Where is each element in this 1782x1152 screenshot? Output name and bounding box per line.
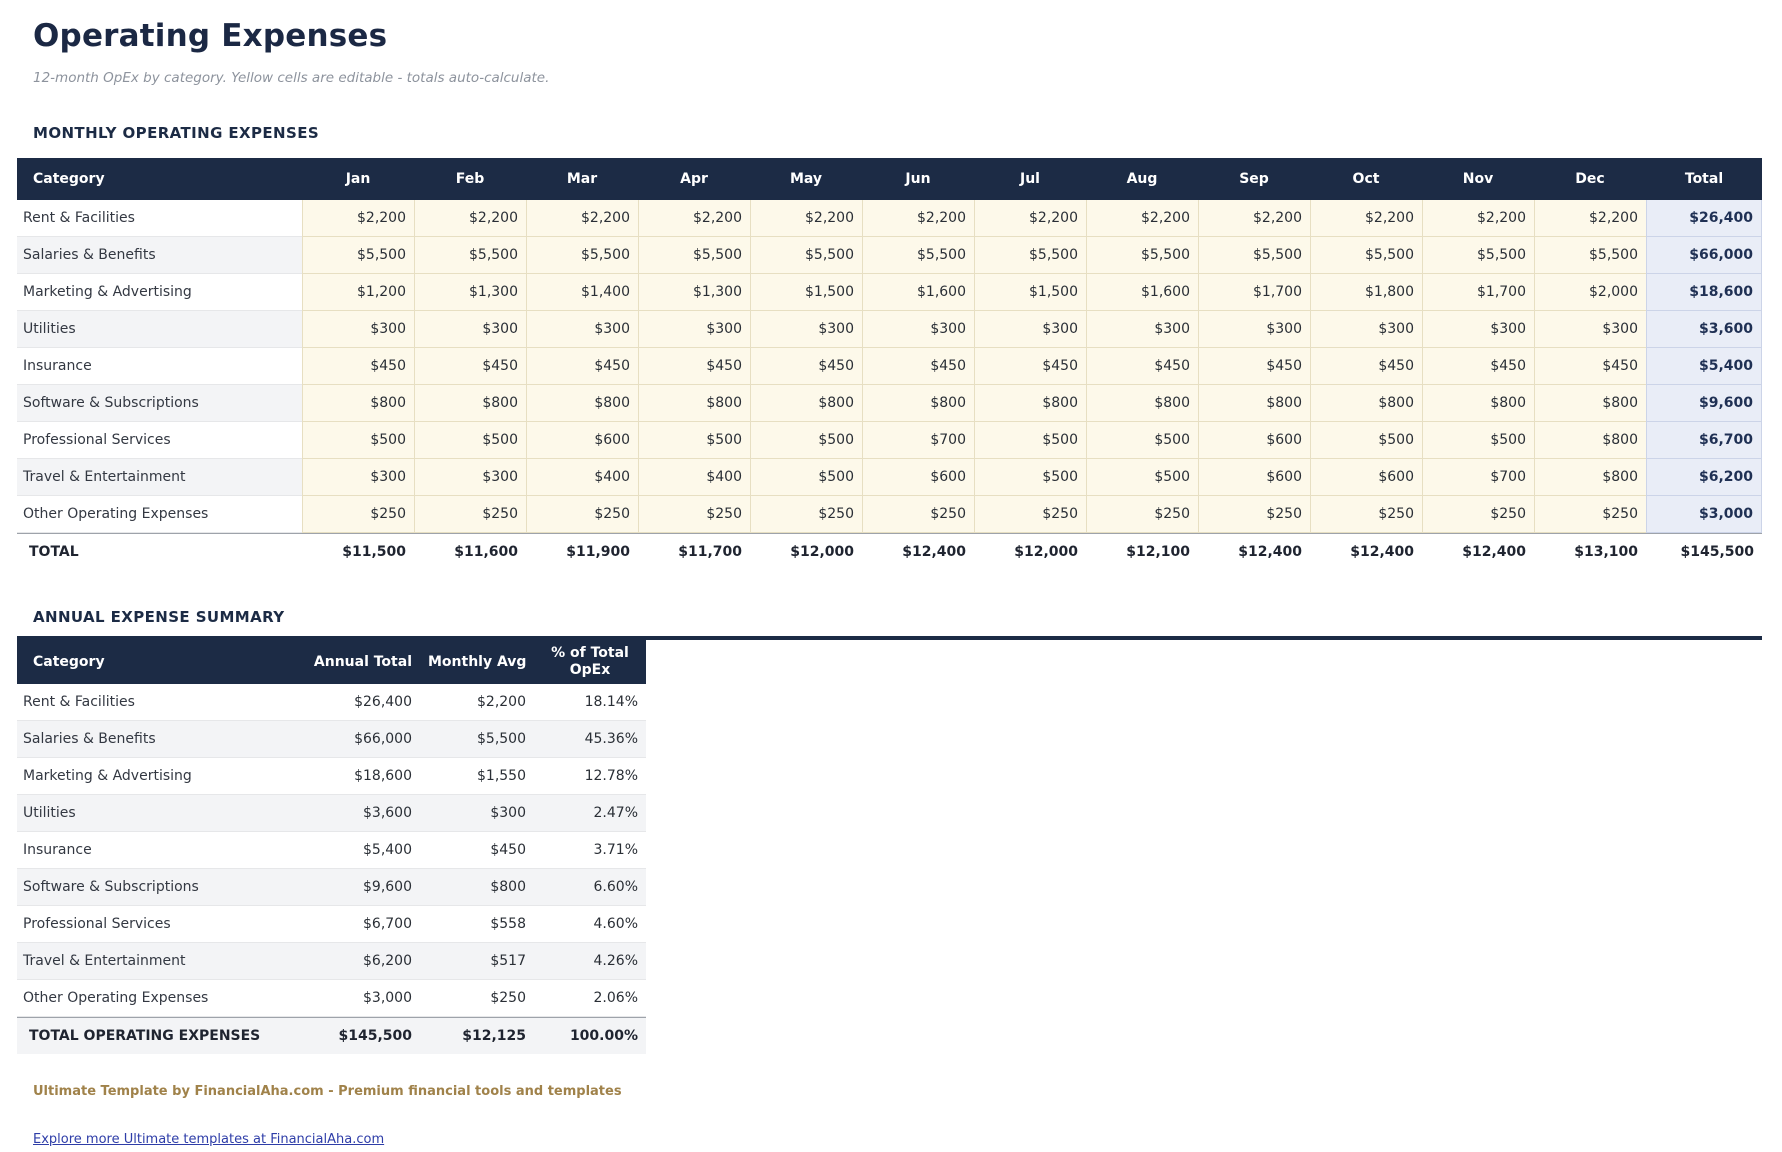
monthly-avg-cell: $1,550 bbox=[420, 758, 534, 795]
editable-expense-cell[interactable]: $5,500 bbox=[750, 237, 862, 274]
editable-expense-cell[interactable]: $1,500 bbox=[974, 274, 1086, 311]
editable-expense-cell[interactable]: $1,300 bbox=[638, 274, 750, 311]
editable-expense-cell[interactable]: $500 bbox=[1086, 459, 1198, 496]
editable-expense-cell[interactable]: $2,200 bbox=[1422, 200, 1534, 237]
editable-expense-cell[interactable]: $450 bbox=[1310, 348, 1422, 385]
editable-expense-cell[interactable]: $450 bbox=[638, 348, 750, 385]
editable-expense-cell[interactable]: $5,500 bbox=[638, 237, 750, 274]
column-header-total: Total bbox=[1646, 158, 1762, 200]
row-total-cell: $9,600 bbox=[1646, 385, 1762, 422]
page-title: Operating Expenses bbox=[33, 18, 388, 54]
editable-expense-cell[interactable]: $300 bbox=[414, 459, 526, 496]
summary-header-annual-total: Annual Total bbox=[302, 640, 420, 684]
monthly-total-row bbox=[17, 533, 1762, 570]
footer-explore-link[interactable]: Explore more Ultimate templates at FinancialAha.com bbox=[33, 1132, 385, 1147]
editable-expense-cell[interactable]: $2,200 bbox=[862, 200, 974, 237]
editable-expense-cell[interactable]: $1,200 bbox=[302, 274, 414, 311]
summary-row bbox=[17, 795, 646, 832]
editable-expense-cell[interactable]: $2,200 bbox=[526, 200, 638, 237]
editable-expense-cell[interactable]: $300 bbox=[526, 311, 638, 348]
editable-expense-cell[interactable]: $800 bbox=[414, 385, 526, 422]
editable-expense-cell[interactable]: $250 bbox=[1310, 496, 1422, 533]
editable-expense-cell[interactable]: $800 bbox=[974, 385, 1086, 422]
pct-of-total-cell: 2.06% bbox=[534, 980, 646, 1017]
pct-of-total-cell: 18.14% bbox=[534, 684, 646, 721]
grand-total-cell: $145,500 bbox=[1646, 533, 1762, 570]
column-total-cell: $11,500 bbox=[302, 533, 414, 570]
annual-total-cell: $5,400 bbox=[302, 832, 420, 869]
editable-expense-cell[interactable]: $250 bbox=[302, 496, 414, 533]
editable-expense-cell[interactable]: $250 bbox=[1086, 496, 1198, 533]
editable-expense-cell[interactable]: $5,500 bbox=[974, 237, 1086, 274]
monthly-header-row bbox=[17, 158, 1762, 200]
column-header-sep: Sep bbox=[1198, 158, 1310, 200]
row-total-cell: $3,000 bbox=[1646, 496, 1762, 533]
editable-expense-cell[interactable]: $450 bbox=[1534, 348, 1646, 385]
editable-expense-cell[interactable]: $450 bbox=[302, 348, 414, 385]
row-total-cell: $5,400 bbox=[1646, 348, 1762, 385]
editable-expense-cell[interactable]: $1,700 bbox=[1198, 274, 1310, 311]
editable-expense-cell[interactable]: $250 bbox=[862, 496, 974, 533]
editable-expense-cell[interactable]: $500 bbox=[974, 459, 1086, 496]
column-total-cell: $12,100 bbox=[1086, 533, 1198, 570]
annual-total-cell: $18,600 bbox=[302, 758, 420, 795]
editable-expense-cell[interactable]: $1,600 bbox=[862, 274, 974, 311]
editable-expense-cell[interactable]: $800 bbox=[638, 385, 750, 422]
editable-expense-cell[interactable]: $400 bbox=[638, 459, 750, 496]
column-header-dec: Dec bbox=[1534, 158, 1646, 200]
summary-header-pct-of-total: % of Total OpEx bbox=[534, 640, 646, 684]
column-total-cell: $12,400 bbox=[1198, 533, 1310, 570]
column-header-jan: Jan bbox=[302, 158, 414, 200]
editable-expense-cell[interactable]: $250 bbox=[526, 496, 638, 533]
editable-expense-cell[interactable]: $600 bbox=[1198, 422, 1310, 459]
monthly-avg-cell: $300 bbox=[420, 795, 534, 832]
editable-expense-cell[interactable]: $450 bbox=[1422, 348, 1534, 385]
editable-expense-cell[interactable]: $300 bbox=[414, 311, 526, 348]
row-total-cell: $3,600 bbox=[1646, 311, 1762, 348]
editable-expense-cell[interactable]: $450 bbox=[414, 348, 526, 385]
editable-expense-cell[interactable]: $2,200 bbox=[1310, 200, 1422, 237]
editable-expense-cell[interactable]: $800 bbox=[1198, 385, 1310, 422]
editable-expense-cell[interactable]: $600 bbox=[1310, 459, 1422, 496]
summary-total-row bbox=[17, 1017, 646, 1054]
column-total-cell: $11,600 bbox=[414, 533, 526, 570]
editable-expense-cell[interactable]: $2,200 bbox=[1198, 200, 1310, 237]
summary-total-pct: 100.00% bbox=[534, 1017, 646, 1054]
pct-of-total-cell: 4.26% bbox=[534, 943, 646, 980]
monthly-avg-cell: $250 bbox=[420, 980, 534, 1017]
monthly-avg-cell: $800 bbox=[420, 869, 534, 906]
table-row bbox=[17, 311, 1762, 348]
summary-row bbox=[17, 980, 646, 1017]
column-header-feb: Feb bbox=[414, 158, 526, 200]
editable-expense-cell[interactable]: $300 bbox=[1310, 311, 1422, 348]
editable-expense-cell[interactable]: $450 bbox=[750, 348, 862, 385]
summary-header-monthly-avg: Monthly Avg bbox=[420, 640, 534, 684]
category-cell: Software & Subscriptions bbox=[17, 385, 302, 422]
column-header-apr: Apr bbox=[638, 158, 750, 200]
summary-total-annual: $145,500 bbox=[302, 1017, 420, 1054]
column-total-cell: $12,400 bbox=[862, 533, 974, 570]
editable-expense-cell[interactable]: $800 bbox=[302, 385, 414, 422]
editable-expense-cell[interactable]: $250 bbox=[638, 496, 750, 533]
editable-expense-cell[interactable]: $600 bbox=[526, 422, 638, 459]
pct-of-total-cell: 12.78% bbox=[534, 758, 646, 795]
editable-expense-cell[interactable]: $800 bbox=[1310, 385, 1422, 422]
summary-row bbox=[17, 721, 646, 758]
category-cell: Rent & Facilities bbox=[17, 200, 302, 237]
editable-expense-cell[interactable]: $250 bbox=[1198, 496, 1310, 533]
table-row bbox=[17, 200, 1762, 237]
summary-row bbox=[17, 869, 646, 906]
monthly-table-body bbox=[17, 200, 1762, 570]
monthly-avg-cell: $517 bbox=[420, 943, 534, 980]
editable-expense-cell[interactable]: $500 bbox=[638, 422, 750, 459]
editable-expense-cell[interactable]: $500 bbox=[302, 422, 414, 459]
summary-total-monthly-avg: $12,125 bbox=[420, 1017, 534, 1054]
editable-expense-cell[interactable]: $700 bbox=[1422, 459, 1534, 496]
summary-table-body bbox=[17, 684, 646, 1054]
editable-expense-cell[interactable]: $500 bbox=[1422, 422, 1534, 459]
category-cell: Travel & Entertainment bbox=[17, 943, 302, 980]
editable-expense-cell[interactable]: $600 bbox=[862, 459, 974, 496]
category-cell: Utilities bbox=[17, 311, 302, 348]
editable-expense-cell[interactable]: $1,600 bbox=[1086, 274, 1198, 311]
editable-expense-cell[interactable]: $2,200 bbox=[414, 200, 526, 237]
editable-expense-cell[interactable]: $300 bbox=[862, 311, 974, 348]
editable-expense-cell[interactable]: $300 bbox=[750, 311, 862, 348]
summary-row bbox=[17, 758, 646, 795]
summary-header-row bbox=[17, 640, 646, 684]
annual-total-cell: $3,600 bbox=[302, 795, 420, 832]
column-total-cell: $11,700 bbox=[638, 533, 750, 570]
pct-of-total-cell: 3.71% bbox=[534, 832, 646, 869]
annual-summary-table bbox=[17, 640, 646, 1054]
editable-expense-cell[interactable]: $800 bbox=[862, 385, 974, 422]
column-header-mar: Mar bbox=[526, 158, 638, 200]
editable-expense-cell[interactable]: $1,400 bbox=[526, 274, 638, 311]
editable-expense-cell[interactable]: $2,200 bbox=[1534, 200, 1646, 237]
editable-expense-cell[interactable]: $600 bbox=[1198, 459, 1310, 496]
pct-of-total-cell: 45.36% bbox=[534, 721, 646, 758]
editable-expense-cell[interactable]: $2,200 bbox=[974, 200, 1086, 237]
editable-expense-cell[interactable]: $450 bbox=[1198, 348, 1310, 385]
column-header-jun: Jun bbox=[862, 158, 974, 200]
summary-section-heading: ANNUAL EXPENSE SUMMARY bbox=[33, 608, 285, 626]
pct-of-total-cell: 6.60% bbox=[534, 869, 646, 906]
editable-expense-cell[interactable]: $500 bbox=[974, 422, 1086, 459]
editable-expense-cell[interactable]: $1,800 bbox=[1310, 274, 1422, 311]
editable-expense-cell[interactable]: $800 bbox=[1422, 385, 1534, 422]
annual-total-cell: $66,000 bbox=[302, 721, 420, 758]
column-total-cell: $12,400 bbox=[1422, 533, 1534, 570]
editable-expense-cell[interactable]: $300 bbox=[1198, 311, 1310, 348]
monthly-avg-cell: $2,200 bbox=[420, 684, 534, 721]
editable-expense-cell[interactable]: $800 bbox=[526, 385, 638, 422]
footer-branding-text: Ultimate Template by FinancialAha.com - Premium financial tools and templates bbox=[33, 1084, 622, 1099]
editable-expense-cell[interactable]: $500 bbox=[414, 422, 526, 459]
editable-expense-cell[interactable]: $450 bbox=[974, 348, 1086, 385]
row-total-cell: $6,200 bbox=[1646, 459, 1762, 496]
editable-expense-cell[interactable]: $5,500 bbox=[1422, 237, 1534, 274]
monthly-avg-cell: $450 bbox=[420, 832, 534, 869]
editable-expense-cell[interactable]: $500 bbox=[750, 459, 862, 496]
annual-total-cell: $26,400 bbox=[302, 684, 420, 721]
editable-expense-cell[interactable]: $250 bbox=[974, 496, 1086, 533]
table-row bbox=[17, 385, 1762, 422]
category-cell: Marketing & Advertising bbox=[17, 758, 302, 795]
summary-row bbox=[17, 906, 646, 943]
summary-table-container bbox=[17, 636, 1762, 1054]
editable-expense-cell[interactable]: $2,200 bbox=[1086, 200, 1198, 237]
editable-expense-cell[interactable]: $250 bbox=[750, 496, 862, 533]
editable-expense-cell[interactable]: $800 bbox=[750, 385, 862, 422]
editable-expense-cell[interactable]: $5,500 bbox=[414, 237, 526, 274]
editable-expense-cell[interactable]: $300 bbox=[1086, 311, 1198, 348]
page-subtitle: 12-month OpEx by category. Yellow cells are editable - totals auto-calculate. bbox=[33, 70, 550, 86]
editable-expense-cell[interactable]: $250 bbox=[1534, 496, 1646, 533]
column-header-nov: Nov bbox=[1422, 158, 1534, 200]
editable-expense-cell[interactable]: $700 bbox=[862, 422, 974, 459]
annual-total-cell: $6,700 bbox=[302, 906, 420, 943]
editable-expense-cell[interactable]: $1,700 bbox=[1422, 274, 1534, 311]
summary-header-category: Category bbox=[17, 640, 302, 684]
editable-expense-cell[interactable]: $5,500 bbox=[1310, 237, 1422, 274]
category-cell: Other Operating Expenses bbox=[17, 496, 302, 533]
editable-expense-cell[interactable]: $500 bbox=[1310, 422, 1422, 459]
row-total-cell: $66,000 bbox=[1646, 237, 1762, 274]
pct-of-total-cell: 4.60% bbox=[534, 906, 646, 943]
editable-expense-cell[interactable]: $300 bbox=[1534, 311, 1646, 348]
column-total-cell: $12,000 bbox=[750, 533, 862, 570]
editable-expense-cell[interactable]: $2,200 bbox=[750, 200, 862, 237]
editable-expense-cell[interactable]: $2,200 bbox=[302, 200, 414, 237]
total-row-label: TOTAL bbox=[17, 533, 302, 570]
column-header-jul: Jul bbox=[974, 158, 1086, 200]
editable-expense-cell[interactable]: $450 bbox=[526, 348, 638, 385]
category-cell: Other Operating Expenses bbox=[17, 980, 302, 1017]
category-cell: Salaries & Benefits bbox=[17, 721, 302, 758]
summary-row bbox=[17, 684, 646, 721]
editable-expense-cell[interactable]: $450 bbox=[862, 348, 974, 385]
editable-expense-cell[interactable]: $5,500 bbox=[302, 237, 414, 274]
summary-total-label: TOTAL OPERATING EXPENSES bbox=[17, 1017, 302, 1054]
table-row bbox=[17, 422, 1762, 459]
column-header-aug: Aug bbox=[1086, 158, 1198, 200]
category-cell: Marketing & Advertising bbox=[17, 274, 302, 311]
editable-expense-cell[interactable]: $250 bbox=[414, 496, 526, 533]
row-total-cell: $26,400 bbox=[1646, 200, 1762, 237]
category-cell: Rent & Facilities bbox=[17, 684, 302, 721]
column-header-category: Category bbox=[17, 158, 302, 200]
column-total-cell: $12,000 bbox=[974, 533, 1086, 570]
editable-expense-cell[interactable]: $5,500 bbox=[862, 237, 974, 274]
annual-total-cell: $3,000 bbox=[302, 980, 420, 1017]
editable-expense-cell[interactable]: $1,300 bbox=[414, 274, 526, 311]
category-cell: Software & Subscriptions bbox=[17, 869, 302, 906]
category-cell: Utilities bbox=[17, 795, 302, 832]
table-row bbox=[17, 459, 1762, 496]
category-cell: Professional Services bbox=[17, 906, 302, 943]
category-cell: Travel & Entertainment bbox=[17, 459, 302, 496]
category-cell: Insurance bbox=[17, 832, 302, 869]
editable-expense-cell[interactable]: $800 bbox=[1086, 385, 1198, 422]
pct-of-total-cell: 2.47% bbox=[534, 795, 646, 832]
editable-expense-cell[interactable]: $250 bbox=[1422, 496, 1534, 533]
editable-expense-cell[interactable]: $5,500 bbox=[1086, 237, 1198, 274]
editable-expense-cell[interactable]: $500 bbox=[750, 422, 862, 459]
monthly-avg-cell: $5,500 bbox=[420, 721, 534, 758]
table-row bbox=[17, 348, 1762, 385]
editable-expense-cell[interactable]: $300 bbox=[638, 311, 750, 348]
editable-expense-cell[interactable]: $450 bbox=[1086, 348, 1198, 385]
category-cell: Insurance bbox=[17, 348, 302, 385]
editable-expense-cell[interactable]: $300 bbox=[302, 459, 414, 496]
monthly-section-heading: MONTHLY OPERATING EXPENSES bbox=[33, 124, 320, 142]
editable-expense-cell[interactable]: $300 bbox=[974, 311, 1086, 348]
editable-expense-cell[interactable]: $300 bbox=[1422, 311, 1534, 348]
editable-expense-cell[interactable]: $800 bbox=[1534, 385, 1646, 422]
column-header-oct: Oct bbox=[1310, 158, 1422, 200]
editable-expense-cell[interactable]: $400 bbox=[526, 459, 638, 496]
summary-row bbox=[17, 943, 646, 980]
column-total-cell: $12,400 bbox=[1310, 533, 1422, 570]
editable-expense-cell[interactable]: $2,000 bbox=[1534, 274, 1646, 311]
row-total-cell: $18,600 bbox=[1646, 274, 1762, 311]
editable-expense-cell[interactable]: $300 bbox=[302, 311, 414, 348]
category-cell: Salaries & Benefits bbox=[17, 237, 302, 274]
column-header-may: May bbox=[750, 158, 862, 200]
row-total-cell: $6,700 bbox=[1646, 422, 1762, 459]
monthly-avg-cell: $558 bbox=[420, 906, 534, 943]
editable-expense-cell[interactable]: $5,500 bbox=[1534, 237, 1646, 274]
column-total-cell: $11,900 bbox=[526, 533, 638, 570]
annual-total-cell: $9,600 bbox=[302, 869, 420, 906]
column-total-cell: $13,100 bbox=[1534, 533, 1646, 570]
editable-expense-cell[interactable]: $800 bbox=[1534, 459, 1646, 496]
table-row bbox=[17, 274, 1762, 311]
table-row bbox=[17, 237, 1762, 274]
category-cell: Professional Services bbox=[17, 422, 302, 459]
editable-expense-cell[interactable]: $800 bbox=[1534, 422, 1646, 459]
editable-expense-cell[interactable]: $5,500 bbox=[1198, 237, 1310, 274]
editable-expense-cell[interactable]: $5,500 bbox=[526, 237, 638, 274]
monthly-expenses-table bbox=[17, 158, 1762, 570]
editable-expense-cell[interactable]: $2,200 bbox=[638, 200, 750, 237]
table-row bbox=[17, 496, 1762, 533]
annual-total-cell: $6,200 bbox=[302, 943, 420, 980]
editable-expense-cell[interactable]: $1,500 bbox=[750, 274, 862, 311]
editable-expense-cell[interactable]: $500 bbox=[1086, 422, 1198, 459]
summary-row bbox=[17, 832, 646, 869]
